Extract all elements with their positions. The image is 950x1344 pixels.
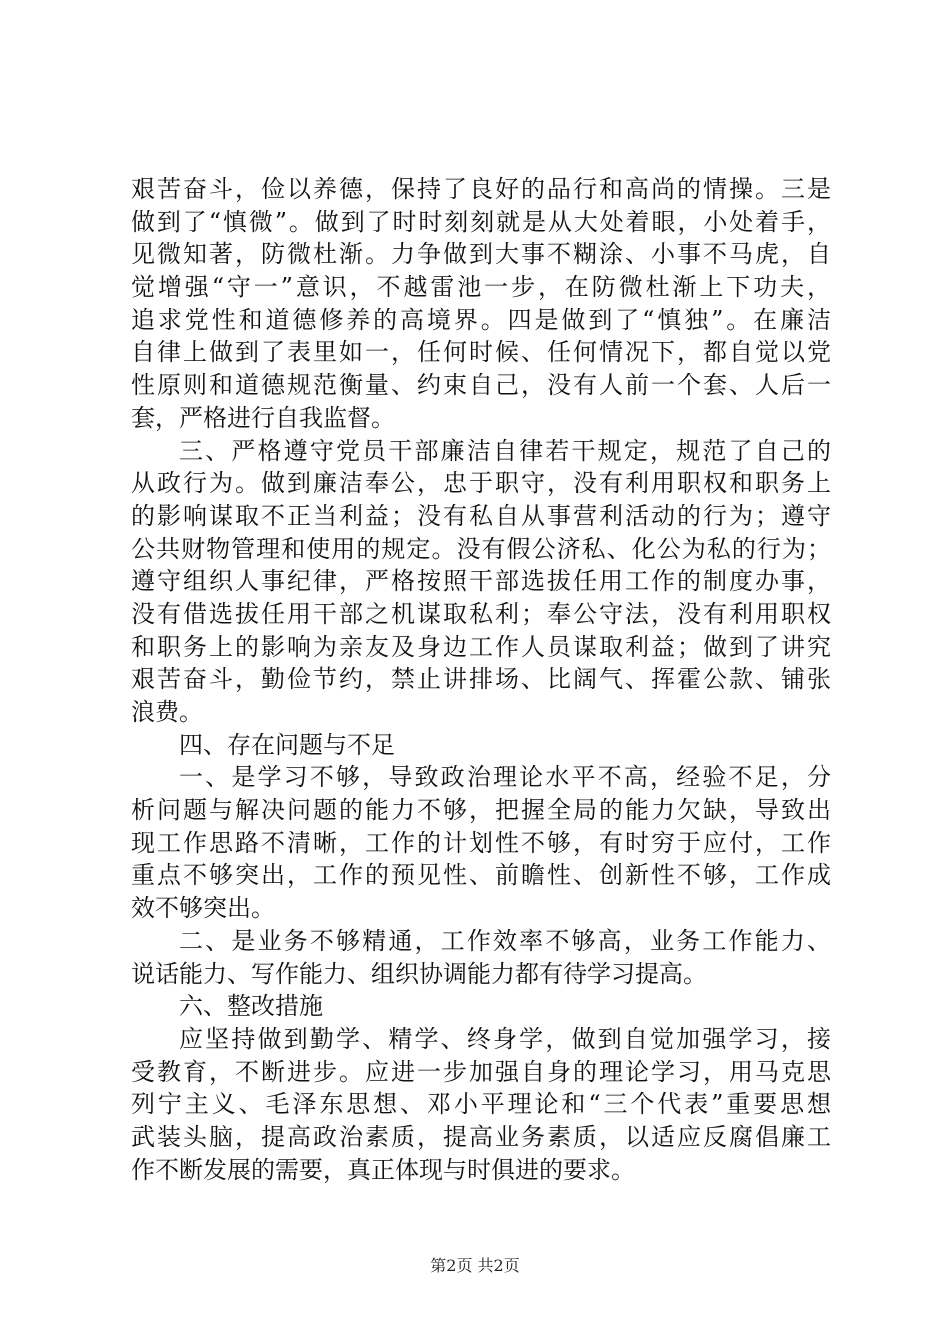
text-line: 见微知著，防微杜渐。力争做到大事不糊涂、小事不马虎，自 (131, 240, 831, 269)
text-line: 追求党性和道德修养的高境界。四是做到了“慎独”。在廉洁 (131, 305, 831, 334)
text-line: 武装头脑，提高政治素质，提高业务素质，以适应反腐倡廉工 (131, 1122, 831, 1151)
text-line: 做到了“慎微”。做到了时时刻刻就是从大处着眼，小处着手， (131, 207, 831, 236)
text-line: 受教育，不断进步。应进一步加强自身的理论学习，用马克思 (131, 1057, 831, 1086)
text-line: 没有借选拔任用干部之机谋取私利；奉公守法，没有利用职权 (131, 599, 831, 628)
page-number-footer: 第2页 共2页 (430, 1256, 520, 1275)
text-line: 遵守组织人事纪律，严格按照干部选拔任用工作的制度办事， (131, 567, 831, 596)
text-line: 性原则和道德规范衡量、约束自己，没有人前一个套、人后一 (131, 371, 831, 400)
text-line: 列宁主义、毛泽东思想、邓小平理论和“三个代表”重要思想 (131, 1090, 831, 1119)
section-heading: 六、整改措施 (179, 992, 323, 1021)
text-line: 三、严格遵守党员干部廉洁自律若干规定，规范了自己的 (179, 436, 831, 465)
text-line: 一、是学习不够，导致政治理论水平不高，经验不足，分 (179, 763, 831, 792)
text-line: 重点不够突出，工作的预见性、前瞻性、创新性不够，工作成 (131, 861, 831, 890)
text-line: 二、是业务不够精通，工作效率不够高，业务工作能力、 (179, 926, 831, 955)
text-line: 现工作思路不清晰，工作的计划性不够，有时穷于应付，工作 (131, 828, 831, 857)
section-heading: 四、存在问题与不足 (179, 730, 395, 759)
text-line: 公共财物管理和使用的规定。没有假公济私、化公为私的行为； (131, 534, 831, 563)
text-line: 从政行为。做到廉洁奉公，忠于职守，没有利用职权和职务上 (131, 469, 831, 498)
text-line: 效不够突出。 (131, 894, 275, 923)
text-line: 觉增强“守一”意识，不越雷池一步，在防微杜渐上下功夫， (131, 273, 831, 302)
document-body (131, 173, 831, 1186)
text-line: 应坚持做到勤学、精学、终身学，做到自觉加强学习，接 (179, 1024, 831, 1053)
text-line: 和职务上的影响为亲友及身边工作人员谋取利益；做到了讲究 (131, 632, 831, 661)
text-line: 说话能力、写作能力、组织协调能力都有待学习提高。 (131, 959, 707, 988)
text-line: 自律上做到了表里如一，任何时候、任何情况下，都自觉以党 (131, 338, 831, 367)
text-line: 浪费。 (131, 698, 203, 726)
text-line: 艰苦奋斗，俭以养德，保持了良好的品行和高尚的情操。三是 (131, 175, 831, 203)
text-line: 艰苦奋斗，勤俭节约，禁止讲排场、比阔气、挥霍公款、铺张 (131, 665, 831, 694)
text-line: 套，严格进行自我监督。 (131, 403, 395, 432)
text-line: 的影响谋取不正当利益；没有私自从事营利活动的行为；遵守 (131, 501, 831, 530)
text-line: 作不断发展的需要，真正体现与时俱进的要求。 (131, 1155, 635, 1184)
text-line: 析问题与解决问题的能力不够，把握全局的能力欠缺，导致出 (131, 796, 831, 825)
